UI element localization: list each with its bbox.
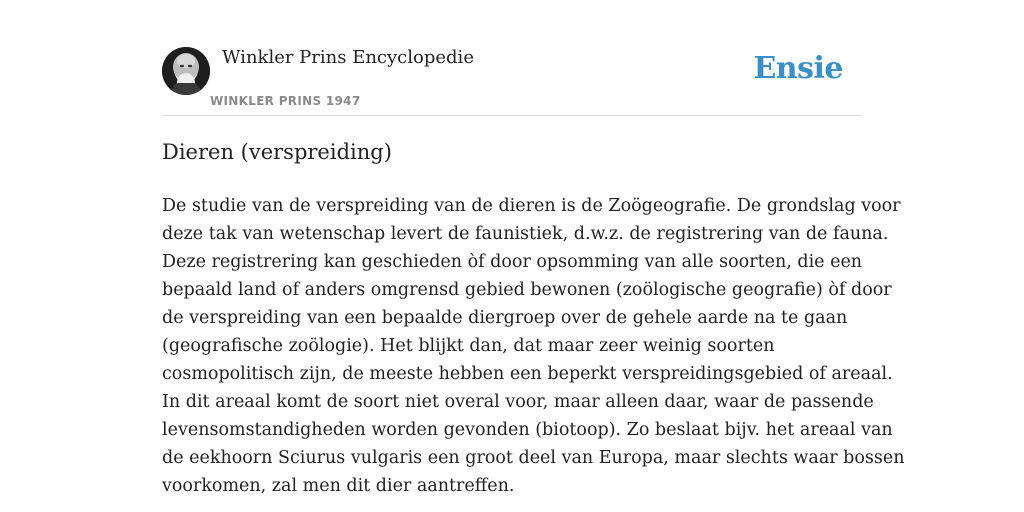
article-line: cosmopolitisch zijn, de meeste hebben een beperkt verspreidingsgebied of areaal. [162,364,893,384]
article-body [162,192,905,500]
article-title: Dieren (verspreiding) [162,140,392,164]
article-line: de eekhoorn Sciurus vulgaris een groot deel van Europa, maar slechts waar bossen [162,448,905,468]
brand-logo[interactable]: Ensie [753,51,843,86]
article-line: bepaald land of anders omgrensd gebied bewonen (zoölogische geografie) òf door [162,280,892,300]
article-line: De studie van de verspreiding van de dieren is de Zoögeografie. De grondslag voor [162,196,901,216]
article-line: levensomstandigheden worden gevonden (biotoop). Zo beslaat bijv. het areaal van [162,420,893,440]
article-line: (geografische zoölogie). Het blijkt dan, dat maar zeer weinig soorten [162,336,775,356]
article-line: Deze registrering kan geschieden òf door opsomming van alle soorten, die een [162,252,863,272]
avatar[interactable] [162,47,210,95]
edition-label[interactable]: WINKLER PRINS 1947 [210,94,361,108]
article-line: voorkomen, zal men dit dier aantreffen. [162,476,515,496]
bearded-man-portrait-icon [162,47,210,95]
article-line: deze tak van wetenschap levert de faunistiek, d.w.z. de registrering van de fauna. [162,224,889,244]
article-line: In dit areaal komt de soort niet overal voor, maar alleen daar, waar de passende [162,392,874,412]
article-line: de verspreiding van een bepaalde diergroep over de gehele aarde na te gaan [162,308,848,328]
site-title[interactable]: Winkler Prins Encyclopedie [222,47,474,68]
site-header [162,44,862,116]
